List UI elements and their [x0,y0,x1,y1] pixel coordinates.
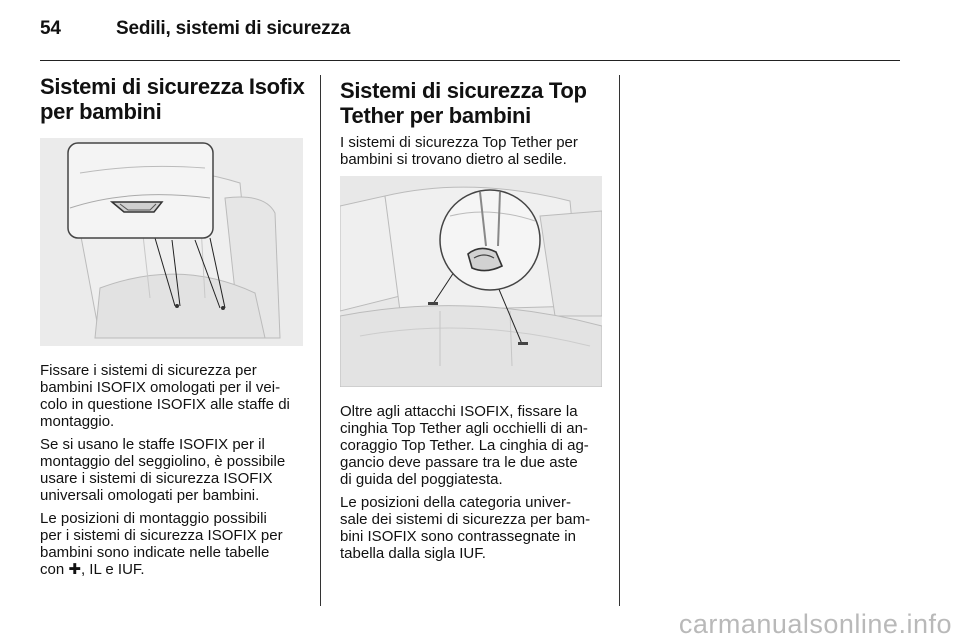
watermark: carmanualsonline.info [678,609,952,639]
text-fragment: , IL e IUF. [80,561,145,578]
isofix-seat-illustration [40,138,303,346]
text-line: montaggio del seggiolino, è possibile [40,453,286,470]
text-line: sale dei sistemi di sicurezza per bam- [340,511,591,528]
middle-column [340,78,610,168]
isofix-heading [40,74,310,124]
column-divider-1 [320,75,321,606]
isofix-heading-line2: per bambini [40,99,162,124]
text-fragment: con [40,561,65,578]
isofix-paragraph-3 [40,510,315,578]
top-tether-heading [340,78,610,128]
header-rule [40,60,900,61]
top-tether-seat-illustration [340,176,602,387]
text-line: gancio deve passare tra le due aste [340,454,578,471]
text-line: bambini si trovano dietro al sedile. [340,151,567,168]
text-line: universali omologati per bambini. [40,487,260,504]
text-line: tabella dalla sigla IUF. [340,545,486,562]
page-number: 54 [40,18,61,39]
text-line: I sistemi di sicurezza Top Tether per [340,134,578,151]
text-line: Se si usano le staffe ISOFIX per il [40,436,265,453]
text-line: bini ISOFIX sono contrassegnate in [340,528,576,545]
text-line: bambini sono indicate nelle tabelle [40,544,270,561]
text-line: Fissare i sistemi di sicurezza per [40,362,257,379]
top-tether-intro [340,134,610,168]
top-tether-heading-line1: Sistemi di sicurezza Top [340,78,587,103]
isofix-heading-line1: Sistemi di sicurezza Isofix [40,74,305,99]
plus-icon: ✚ [68,561,81,578]
text-line: Le posizioni di montaggio possibili [40,510,267,527]
text-line: coraggio Top Tether. La cinghia di ag- [340,437,589,454]
section-title: Sedili, sistemi di sicurezza [116,18,351,39]
left-body [40,362,315,578]
text-line: di guida del poggiatesta. [340,471,503,488]
column-divider-2 [619,75,620,606]
top-tether-heading-line2: Tether per bambini [340,103,531,128]
isofix-paragraph-1 [40,362,315,430]
text-line: Le posizioni della categoria univer- [340,494,571,511]
text-line: per i sistemi di sicurezza ISOFIX per [40,527,283,544]
top-tether-paragraph-1 [340,403,615,488]
left-column [40,74,310,124]
text-line: bambini ISOFIX omologati per il vei- [40,379,281,396]
text-line [40,561,315,578]
middle-body [340,403,615,562]
text-line: Oltre agli attacchi ISOFIX, fissare la [340,403,578,420]
text-line: usare i sistemi di sicurezza ISOFIX [40,470,273,487]
top-tether-paragraph-2 [340,494,615,562]
isofix-paragraph-2 [40,436,315,504]
text-line: colo in questione ISOFIX alle staffe di [40,396,290,413]
text-line: cinghia Top Tether agli occhielli di an- [340,420,588,437]
text-line: montaggio. [40,413,115,430]
